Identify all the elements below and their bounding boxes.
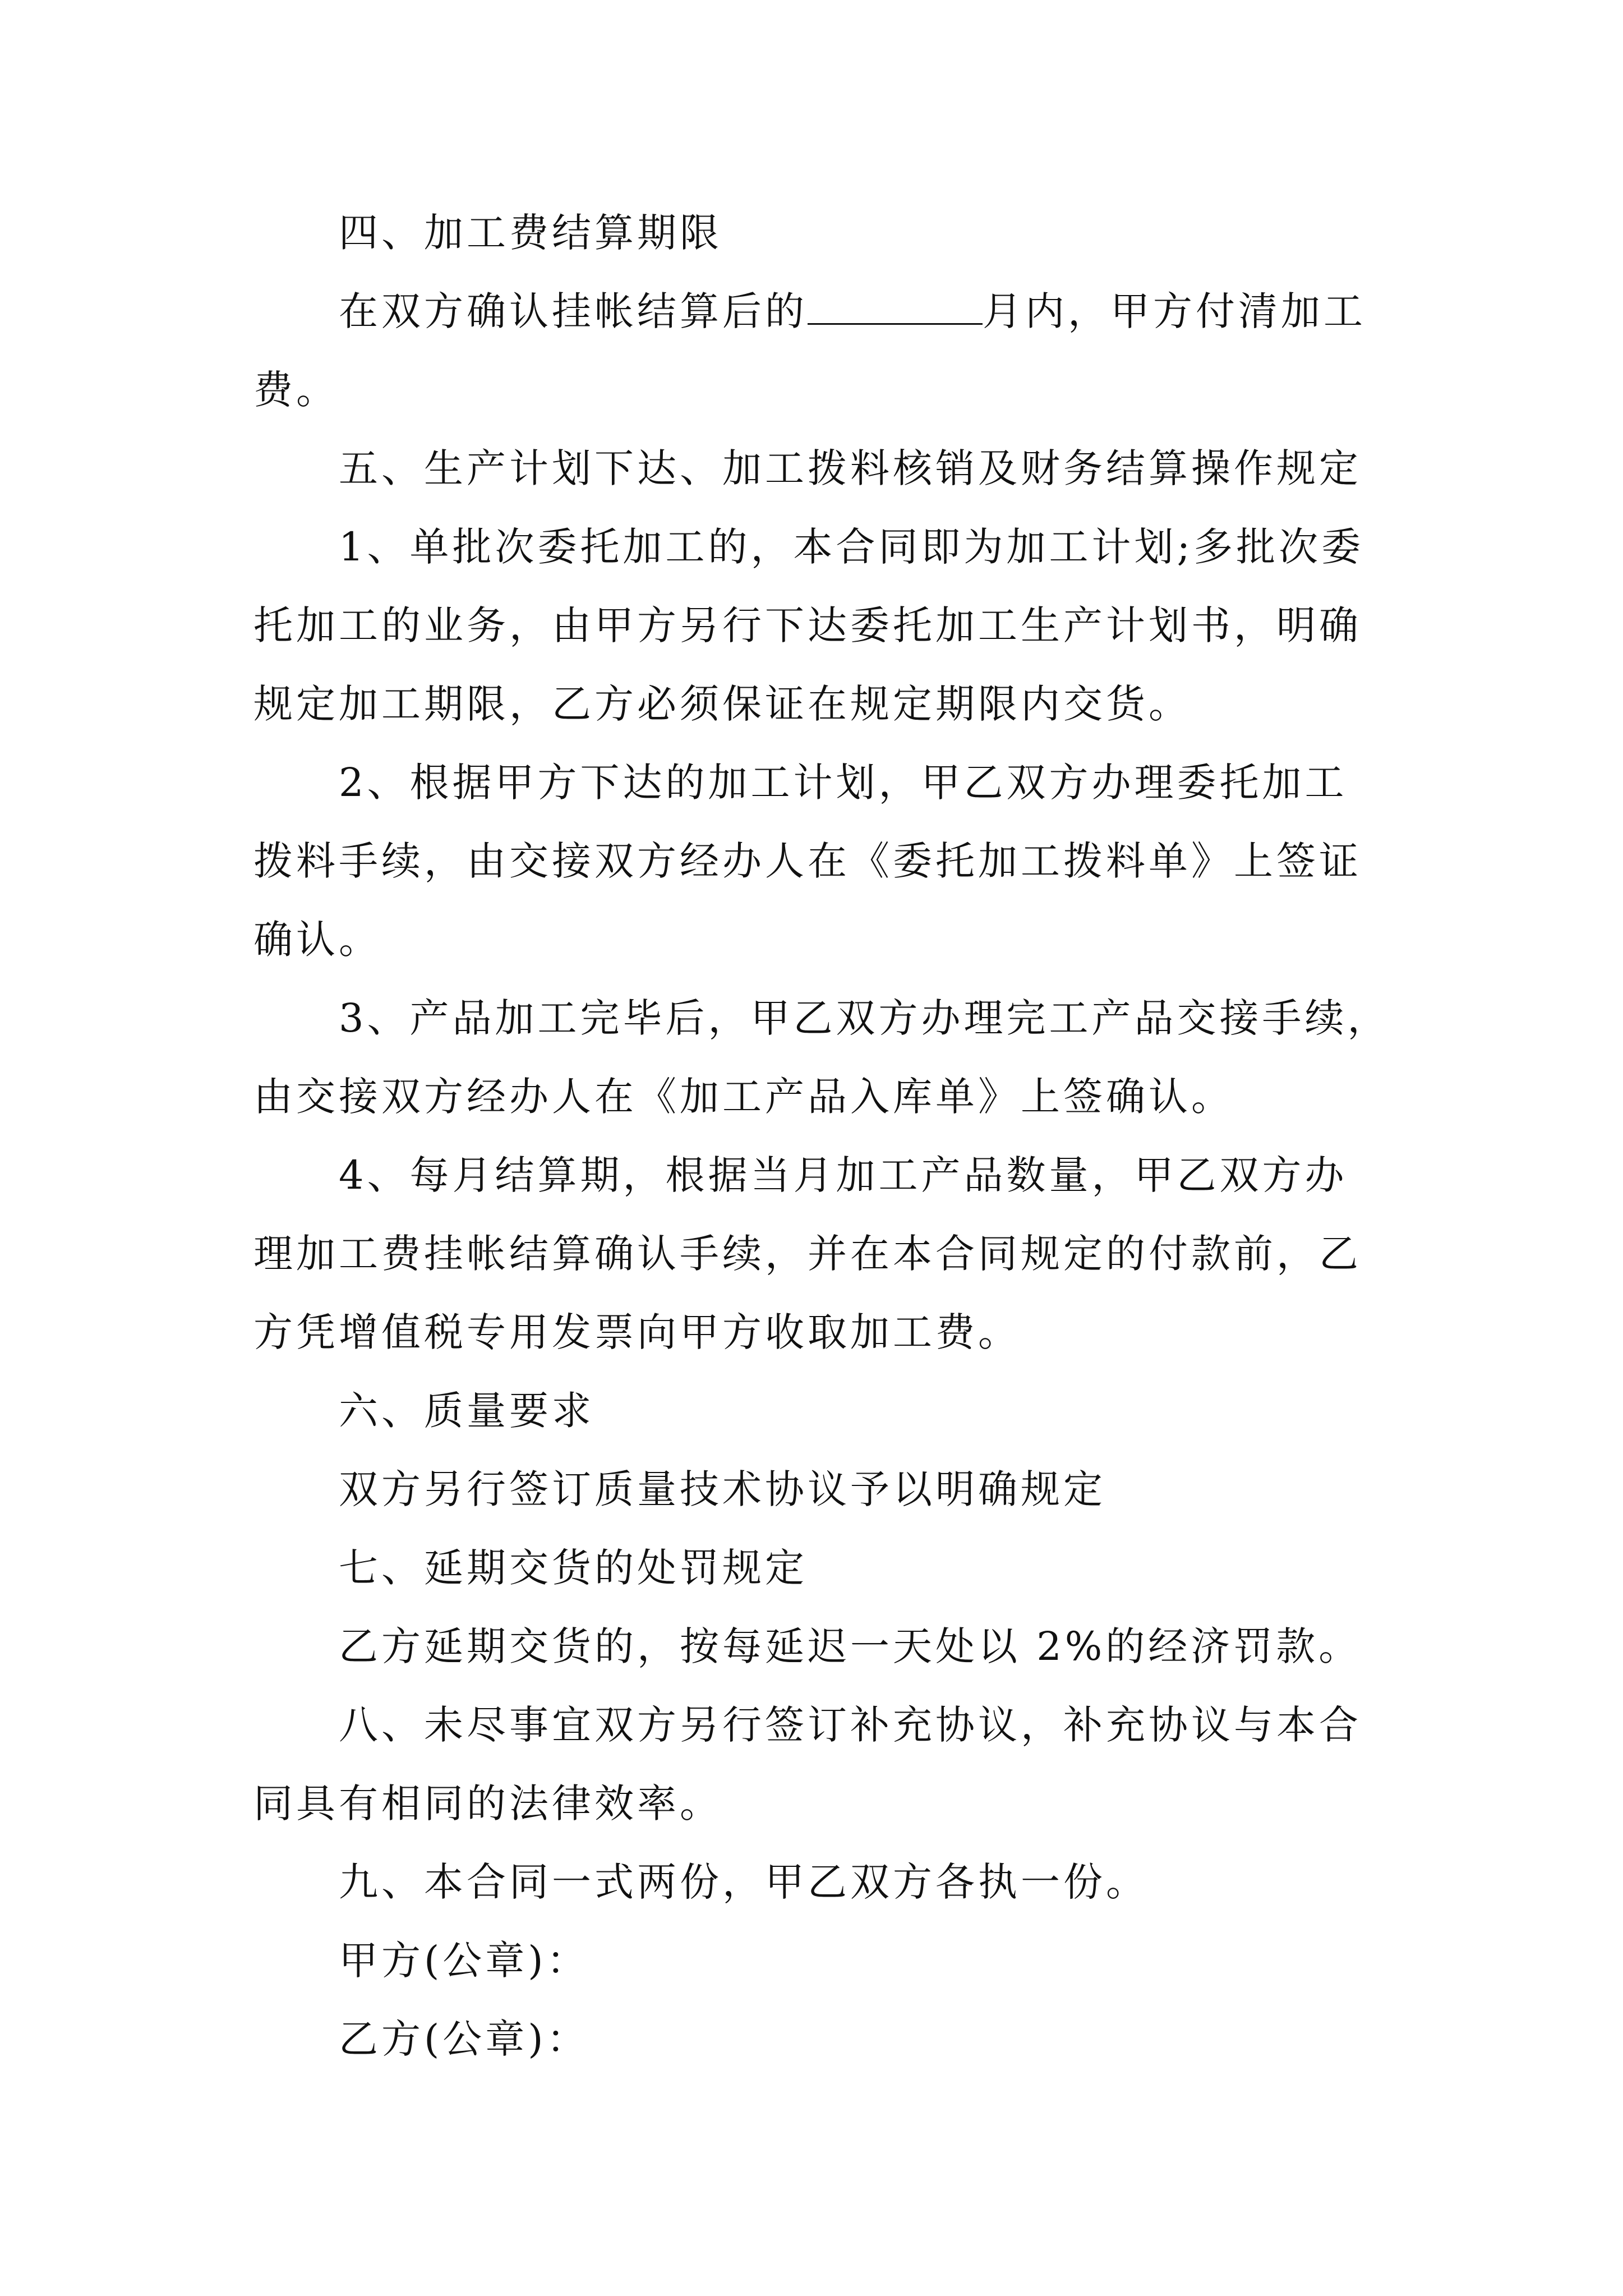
- paragraph-line: 2、根据甲方下达的加工计划，甲乙双方办理委托加工: [339, 760, 1348, 806]
- paragraph-line: 方凭增值税专用发票向甲方收取加工费。: [253, 1309, 1021, 1355]
- section-heading-4: 四、加工费结算期限: [339, 210, 722, 256]
- paragraph-line: 双方另行签订质量技术协议予以明确规定: [339, 1466, 1106, 1512]
- party-b-seal-label: 乙方(公章)：: [339, 2016, 589, 2062]
- paragraph-line: 乙方延期交货的，按每延迟一天处以 2%的经济罚款。: [339, 1623, 1362, 1669]
- document-body: [253, 210, 1390, 2095]
- fill-in-blank: [808, 289, 983, 325]
- paragraph-line: 1、单批次委托加工的，本合同即为加工计划;多批次委: [339, 524, 1364, 570]
- text-segment: 月内，甲方付清加工: [983, 288, 1366, 334]
- paragraph-line: 托加工的业务，由甲方另行下达委托加工生产计划书，明确: [253, 602, 1362, 648]
- paragraph-line: 确认。: [253, 917, 381, 963]
- paragraph-line: 同具有相同的法律效率。: [253, 1780, 722, 1826]
- paragraph-line: 4、每月结算期，根据当月加工产品数量，甲乙双方办: [339, 1152, 1348, 1198]
- paragraph-line: 理加工费挂帐结算确认手续，并在本合同规定的付款前，乙: [253, 1231, 1362, 1277]
- section-heading-6: 六、质量要求: [339, 1388, 594, 1434]
- paragraph-line: [253, 289, 1386, 334]
- party-a-seal-label: 甲方(公章)：: [339, 1938, 589, 1984]
- paragraph-line: 费。: [253, 367, 339, 413]
- section-heading-9: 九、本合同一式两份，甲乙双方各执一份。: [339, 1859, 1149, 1905]
- section-heading-5: 五、生产计划下达、加工拨料核销及财务结算操作规定: [339, 445, 1362, 491]
- paragraph-line: 拨料手续，由交接双方经办人在《委托加工拨料单》上签证: [253, 838, 1362, 884]
- paragraph-line: 规定加工期限，乙方必须保证在规定期限内交货。: [253, 681, 1191, 727]
- section-heading-7: 七、延期交货的处罚规定: [339, 1545, 808, 1591]
- text-segment: 在双方确认挂帐结算后的: [339, 288, 808, 334]
- paragraph-line: 由交接双方经办人在《加工产品入库单》上签确认。: [253, 1074, 1234, 1120]
- section-heading-8: 八、未尽事宜双方另行签订补充协议，补充协议与本合: [339, 1702, 1362, 1748]
- paragraph-line: 3、产品加工完毕后，甲乙双方办理完工产品交接手续，: [339, 995, 1390, 1041]
